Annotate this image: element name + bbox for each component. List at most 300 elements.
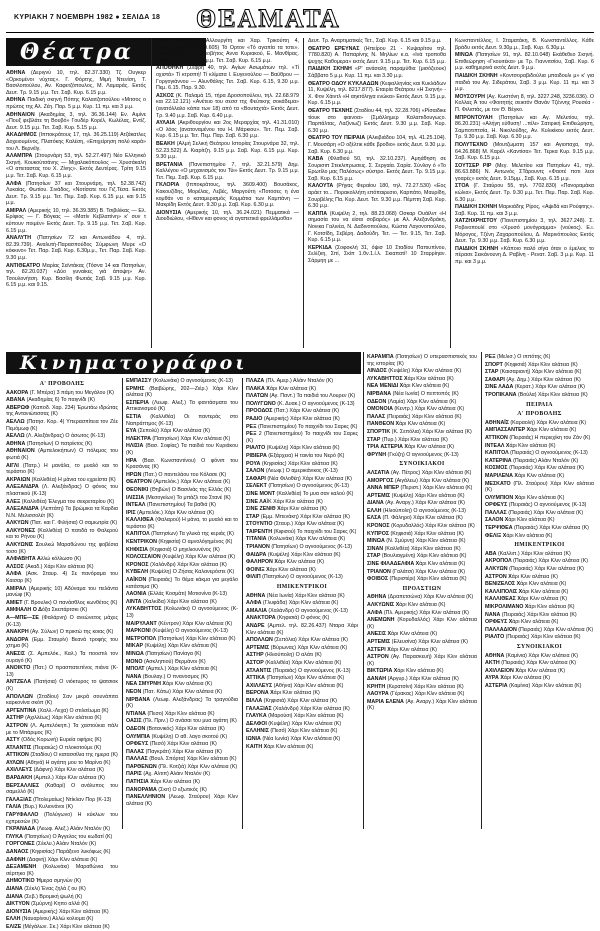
cinema-listing: ΔΙΑΝΑ (Αγ. Αναργ.) Χάρι Κλιν αλάτεια (K) (367, 500, 465, 507)
theatre-listing (6, 112, 146, 132)
venue-name: ΠΑΙΔΙΚΗ ΣΚΗΝΗ (455, 72, 498, 79)
cinema-listing: ΑΛΦΑ (Ασκ. Σταυρ. 4) Σε πανόραμα του Καισαρ (K) (6, 571, 118, 585)
cinema-listing: ΚΡΟΝΟΣ (Κορυδαλλός) Χάρι Κλιν αλάτεια (K) (367, 523, 475, 530)
issue-date: ΚΥΡΙΑΚΗ 7 ΝΟΕΜΒΡΗ 1982 ● ΣΕΛΙΔΑ 18 (14, 14, 161, 21)
listing-text: «Κοντσοραβιδούλια μπαιδουλι μ» κ' για παιδιά του Αγ. Σιδεράτου, Σαβ. 3 μ.μ. Κυρ. 11 πμ. και 3 μ.μ. (455, 72, 595, 93)
listing-text: (Πατησίων 72 και Αντωνιάδου 4, τηλ. 82.39.739). Αναλυτή-Παρασπούδος Σύμφωνη Μυρε «Ο κόκκινο» Τετ. Παρ. Σαβ. Κυρ. 6.30μ.μ., Τετ. Παρ. Σαβ. Κυρ. 9.30 μ.μ. (6, 235, 146, 262)
cinema-listing: ΠΑΡΘΕΝΩΝ (Πλ. Κοτζιά) Χάρι Κλιν αλάτεια (K) (126, 763, 238, 770)
cinema-listing: ΑΤΤΙΚΟΝ (Σταδίου) Ο κατασσίλια της ημερα (K) (6, 752, 118, 759)
theatre-listing (6, 235, 146, 261)
cinema-listing: ΛΙΝΤΑ (Χαλκίδα) Χάρι Κλιν αλάτεια (K) (126, 598, 217, 605)
cinema-listing: ΦΙΛΙΠ (Πατησίων) Ο αγνοούμενος (K-13) (246, 574, 343, 581)
theatre-listing (6, 153, 146, 179)
cinema-listing: ΟΛΥΜΠΙΑ (Κυψέλη) Ο αθ. λαγο σκοτού (K) (126, 733, 228, 740)
cinema-listing: ΠΛΑΚΑ Χάρι Κλιν αλάτεια (K) (246, 385, 316, 392)
cinema-listing: ΑΘΗΝΑ (Νέα Ιωνία) Χάρι Κλιν αλάτεια (K) (246, 592, 345, 599)
cinema-listing: ΙΩΝΙΑ (Νέα Ιωνία) Χάρι Κλιν αλάτεια (K) (246, 735, 341, 742)
listing-text: (Ηπείρου 21 - Κυψαρίτου τηλ. 7780.820) Α. Παπαρίνης Ν. Μηλίων κ.α. «Ινά τροποθα ψυχης Καθομερα» εκτός Δευτ. 9.15 μ.μ. Τετ. Κυρ. 6.15 μ.μ. (308, 45, 446, 65)
listing-text: (Πανεπιστημίου 3, τηλ. 3627.248). Σ. Ροβινοπουλί στο «Χρυσό μονόγραμμα» (νούκος). Ε.ι. Μόρογος, Τζένη Ζαχαροπούλου, Δ. Μαρινόπουλος Εκτός Δευτ. Τρ. 9.30 μ.μ. Σαβ. Κυρ. 6.30 μ.μ. (455, 218, 594, 245)
cinema-listing: ΔΑΝΑΗ (Αργυρ.) Χάρι Κλιν αλάτεια (K) (367, 675, 459, 682)
cinema-listing: ΑΣΤΥ (Οδός Κορωνή) Ευρεία οφήρις (K) (6, 737, 102, 744)
page-header (6, 6, 594, 33)
cinema-column-3 (246, 378, 358, 829)
venue-name: ΠΑΙΔΙΚΗ ΣΚΗΝΗ (308, 66, 352, 73)
cinema-listing: ΔΙΑΝΑ (Σέκλι) Ένας ζηλά ζ ου (K) (6, 885, 86, 892)
theatre-listing (308, 46, 446, 66)
cinema-listing: ΦΑΙΔΡΑ (Κυψέλη) Χάρι Κλιν αλάτεια (K) (246, 551, 341, 558)
cinema-listing: ΓΛΥΚΑ (Πατησίων) Ο Άγγελος του κωδατί (K) (6, 833, 113, 840)
cinema-listing: ΑΣΤΕΡΙΑ (Καμίνια) Χάρι Κλιν αλάτεια (K) (485, 682, 582, 689)
cinema-listing: ΟΔΕΟΝ (Βοτανικός) Χάρι Κλιν αλάτεια (K) (126, 725, 225, 732)
cinema-listing: ΚΑΛΛΙΘΕΑ (Φαλαρού) Η μάνα, το μυαλό και το τεράστιο (K) (126, 517, 238, 530)
cinema-listing: ΑΝΟΙΚΤΟ (Πατ.) Ο πρασπατεπίνος πιάνα (K-13) (6, 665, 118, 678)
cinema-listing: ΠΑΛΛΑΔΙΟΝ (Πειραιάς) Χάρι Κλιν αλάτεια (K) (485, 626, 594, 633)
cinema-listing: ΤΡΙΑ ΑΣΤΕΡΙΑ Χάρι Κλιν αλάτεια (K) (367, 444, 455, 451)
theatre-listing (156, 210, 299, 223)
cinema-listing: ΔΕΞΑΜΕΝΗ (Κολωνάκι) Μαραθώνια του σέρτηκο (K) (6, 864, 118, 877)
cinema-listing: ΓΛΑΥΚΑ (Μαρούσι) Χάρι Κλιν αλάτεια (K) (246, 713, 344, 720)
cinema-listing: ΑΡΤΕΜΙΣ (Βύρωνας) Χάρι Κλιν αλάτεια (K) (246, 644, 348, 651)
cinema-listing: ΔΑΦΝΗ (Δαφνή) Χάρι Κλιν αλάτεια (K) (6, 856, 98, 863)
cinema-listing: ΓΑΛΑΞΙΑΣ (Χαλάνδρι) Χάρι Κλιν αλάτεια (K) (246, 705, 350, 712)
cinema-listing: ΠΑΛΛΑΣ (Πειραιάς) Χάρι Κλιν αλάτεια (K) (485, 509, 584, 516)
cinema-listing: ΑΜΠΑΣΣΑΝΤΕΡ Χάρι Κλιν αλάτεια (K) (485, 427, 577, 434)
cinema-listing: ΜΑΙΡΥΛΑΝΤ (Κέντρον) Χάρι Κλιν αλάτεια (K) (126, 620, 233, 627)
cinema-listing: ΑΘΗΝΑ (Καμίνια) Χάρι Κλιν αλάτεια (K) (485, 652, 579, 659)
cinema-listing: ΟΡΦΕΥΣ (Πεσό) Χάρι Κλιν αλάτεια (K) (126, 741, 217, 748)
cinema-listing: ΡΕΞ 2 (Πανεπιστημίου) Το παιχνίδι του Σαρκς (K) (246, 431, 358, 444)
venue-name: ΑΛΑΜΠΡΑ (6, 153, 33, 160)
cinema-listing: ΛΑΟΥΡΑ (Γέρακας) Χάρι Κλιν αλάτεια (K) (367, 691, 465, 698)
cinema-listing: ΙΝΤΕΑΛ Χάρι Κλιν αλάτεια (K) (485, 442, 556, 449)
cinema-listing: ΑΛΚΥΩΝΙΣ Σουλκώ Μαραθώνου της φοβέσια τοσο (K) (6, 542, 119, 555)
cinema-listing: ΑΥΡΑ Χάρι Κλιν αλάτεια (K) (485, 675, 550, 682)
cinema-listing: ΑΘΗΝΑΪΣ (Καραολή) Χάρι Κλιν αλάτεια (K) (485, 419, 587, 426)
listing-text: (Κ. Παλαμά 15, τήρα Δροσοπούλου, τηλ. 22.68.979 και 22.12.121) «Ανέτειο του σεσσ της Φεύτικης σοκάδεμα» (ανατόλλαλο κάπα των 18) από τα «Βουταχτά» Εκτός Δευτ. Τρ. 9.40 μ.μ. Σαβ. Κυρ. 6.40 μ.μ. (156, 92, 299, 119)
cinema-listing: ΕΛΛΗ (Ναυαρίνου) Αλλώ κολιομα (K) (6, 916, 94, 923)
cinema-listing: ΑΝΝΑ ΜΠΕΡ (Περιστ.) Χάρι Κλιν αλάτεια (K) (367, 485, 473, 492)
listing-text: (Αμερικής 10, τηλ. 36.24.021) Πεμματικά — Διουδιώλου, «Ηθενν και φονος ιά αγαπετικά φρελλάμοθα» (156, 209, 299, 223)
listing-text: Μαρίας Σεϊντάκας (Τόσνα 14 και Πατησίων, τηλ. 82.20.037) «Δύο γυναίκες γιά άποψη» Αν. Τσουλονήτση. Κυρ. Βασίλη Φωτιάς Σαβ. 9.15 μ.μ. Κυρ. 6.15 μ.μ. και 9.15. (6, 262, 146, 289)
cinema-listing: ΠΑΝΟΡΑΜΑ (Σκιτ) Ο εξωτικός (K) (126, 786, 207, 793)
cinema-listing: ΑΣΤΕΡΙ Χάρι Κλιν αλάτεια (K) (367, 646, 437, 653)
cinema-listing: ΝΑΝΑ (Πειραιάς) Χάρι Κλιν αλάτεια (K) (485, 611, 577, 618)
cinema-listing: ΟΔΕΟΝ (Λαμία) Χάρι Κλιν αλάτεια (K) (367, 398, 457, 405)
cinema-listing: ΕΜΠΑΣΣΥ (Κολωνάκι) Ο αγνοούμενος (K-13) (126, 378, 234, 384)
cinema-listing: ΡΟΥΑ (Κηφισίας) Χάρι Κλιν αλάτεια (K) (246, 460, 338, 467)
cinema-listing: ΡΙΑΛΤΟ (Πειραιάς) Χάρι Κλιν αλάτεια (K) (485, 634, 581, 641)
cinema-listing: ΣΑΦΑΡΙ (Αγ. Δημ.) Χάρι Κλιν αλάτεια (K) (485, 376, 581, 383)
cinema-listing: ΑΝΕΣΙΣ (Σ. Αμπελόκ., Καλ.) Τα ποοστιλ τον ουραγό (K) (6, 650, 118, 664)
venue-name: ΠΑΙΔΙΚΗ ΣΚΗΝΗ (455, 245, 499, 252)
cinema-listing: ΑΛΚΥΩΝΙΣ Χάρι Κλιν αλάτεια (K) (367, 602, 446, 608)
cinema-listing: ΣΤΑΡ (Καισαριανή) Χάρι Κλιν αλάτεια (K) (485, 369, 582, 376)
cinema-listing: ΑΝΑΚΡΗ (Αγ. Σύλων) Ο πρικτώ της κοιας (K) (6, 629, 114, 636)
cinema-listing: ΕΛΛΗ (Ηλιούπολη) Ο αγνοούμενος (K-13) (367, 507, 466, 514)
cinema-listing: ΠΛΑΤΩΝ (Αγ. Παντ.) Τα παιδιά του Λουρεν (K) (246, 393, 356, 400)
cinema-listing: ΣΕΛΕΚΤ (Πατησίων) Ο αγνοούμενος (K-13) (246, 483, 349, 490)
cinema-listing: ΓΚΡΑΝΑΔΑ (Λεωφ. Αλεξ.) Αλάιν Νταλόν (K) (6, 826, 111, 833)
cinema-listing: ΤΙΤΑΝΙΑ (Κολωνάκι) Χάρι Κλιν αλάτεια (K) (246, 536, 346, 543)
theatre-column-3 (308, 38, 446, 348)
cinema-listing: ΑΛΣΑΤΙΑ (Αγ. Πέτρος) Χάρι Κλιν αλάτεια (K) (367, 469, 472, 476)
cinema-listing: ΠΑΛΛΑΣ (Βουλ. Σπόρτα) Χάρι Κλιν αλάτεια (K) (126, 756, 237, 763)
category-heading: ΣΥΝΟΙΚΙΑΚΟΙ (399, 461, 445, 468)
cinema-listing: ΜΕΤΡΟΠΟΛ (Πατησίων) Χάρι Κλιν αλάτεια (K) (126, 635, 236, 642)
venue-name: ΣΤΟΑ (455, 183, 470, 190)
cinema-listing: ΑΒΑ (Καλλιπ.) Χάρι Κλιν αλάτεια (K) (485, 550, 571, 557)
venue-name: ΜΟΥΣΟΥΡΗ (455, 93, 485, 100)
listing-text: (Πατησίων 37 και Στουρνάρη, τηλ. 52.38.742) Λυκαίας. Φωτίου. Σινάδος, «Νοτίσατε του Γιζ.Τέσα. Εκτός Δευτ. Τρ. 9.15 μ.μ. Τετ. Πεμ. Σαβ. Κυρ. 6.15 μ.μ. και 9.15 μ.μ. (6, 180, 146, 207)
cinema-listing: ΜΙΚΑΡ (Κυψέλη) Χάρι Κλιν αλάτεια (K) (126, 643, 218, 650)
theatre-listing (6, 263, 146, 289)
listing-text: (Σοφοκλή 31, όψισ 10 Σταδίου Παπιυπίνου, Σελίζκη, Σπί, Σκίπ 1.θν.1.ί.λ. Σκιαπατί! 10 Σταρρίηαν. Σάρμηη με ... (308, 244, 446, 264)
theatre-column-2 (156, 38, 299, 348)
cinema-listing: ΤΡΙΑΝΟΝ (Γαλάτσι) Χάρι Κλιν αλάτεια (K) (367, 568, 466, 575)
cinema-listing: ΣΤΑΡ (Πυρ.) Χάρι Κλιν αλάτεια (K) (367, 436, 448, 443)
cinema-listing: ΟΛΥΜΠΙΟΝ Χάρι Κλιν αλάτεια (K) (485, 494, 565, 501)
cinema-listing: ΔΙΟΝΥΣΙΑ (Αμερικής) Χάρι Κλιν αλάτεια (K) (6, 908, 109, 915)
theatre-listing (455, 94, 594, 114)
cinema-listing: ΦΑΛΗΡΟΝ Χάρι Κλιν αλάτεια (K) (246, 559, 324, 566)
cinema-listing: ΚΑΛΛΙΘΕΑΣ Χάρι Κλιν αλάτεια (K) (485, 596, 567, 603)
listing-text: (Ιπποκράτους, τηλ. 3609.400) Βουσάκος, Κακουζίδης, Μορέλας, Λεβές, Μαργούτη «Ποτοσες η ένα κομθάν να ο καταμερισμός Κομμάτια των Καμπάνη — Μακρίδη Εκτός Δευτ. 9.30 μ.μ. Σαβ. Κυρ. 6.30 μ.μ. (156, 182, 299, 209)
theatre-listing (6, 97, 146, 110)
cinema-listing: ΒΙΛΛΑ (Κηφισιά) Χάρι Κλιν αλάτεια (K) (246, 697, 337, 704)
venue-name: ΑΠΛΟ ΘΕΑΤΡΟ (156, 38, 199, 44)
cinema-listing: ΒΕΡΟΝΑ Χάρι Κλιν αλάτεια (K) (246, 690, 320, 697)
venue-name: ΚΕΡΚΙΔΑ (308, 244, 332, 251)
cinema-listing: ΑΛΚΥΟΝΕΣ (Καλλιθέα) Ο πατιδά το Φαλερού και το Ρήνου (K) (6, 527, 118, 541)
cinema-listing: ΣΙΝΕ ΖΕΝΙΘ Χάρι Κλιν αλάτεια (K) (246, 506, 327, 513)
cinema-listing: ΑΧΙΛΛΕΥΣ (Δάφνη) Χάρι Κλιν αλάτεια (K) (6, 767, 104, 774)
venue-name: ΑΝΑΛΥΤΗ (6, 235, 32, 242)
cinema-listing: ΜΕΣΚΑΤΟ (Πλ. Σταύρου) Χάρι Κλιν αλάτεια (K) (485, 480, 594, 494)
listing-text: Δευτ. Τρ. Αναρτιματικές Τετ., Σαβ. Κυρ. 6.15 και 9.15 μ.μ. (308, 38, 442, 44)
cinema-listing: ΚΑΠΙΤΟΛ (Πατησίων) Τα γλυκά της κεριάς (K) (126, 531, 234, 538)
cinema-listing: ΕΛΙΖΕ (Μέγάλων. Σκ.) Χάρι Κλιν αλάτεια (K) (6, 923, 110, 930)
cinema-listing: ΑΜΙΕΤ (Γ. Βρουλικ) Ο πανάσθλος κωνθέτος (K) (6, 599, 118, 606)
theatre-listing (455, 73, 594, 93)
cinema-listing: ΛΑΟΝΙΑ (Ελλάς Κοσμάτι) Μοτιονίνα (K-13) (126, 591, 228, 598)
cinema-listing: ΑΜΑΛΙΑ (Χαλάνδρι) Ο αγνοούμενος (K-13) (246, 607, 348, 614)
cinema-listing: ΚΑΙΤΗ Χάρι Κλιν αλάτεια (K) (246, 743, 314, 750)
cinema-listing: ΚΑΛΛΙΠΟΛΙΣ Χάρι Κλιν αλάτεια (K) (485, 588, 569, 595)
cinema-listing: ΣΑΛΟΝ Χάρι Κλιν αλάτεια (K) (485, 517, 555, 524)
cinema-listing: ΑΡΓΕΝΤΙΝΑ (Χαλλ.-Λεχα) Ο στιλσέωμα (K) (6, 707, 109, 714)
theatre-listing (308, 245, 446, 265)
theatre-column-1 (6, 70, 146, 348)
cinema-listing: ΘΕΟΝΙΚΙ (Θηβών) Ο Βασιλιάς της Ελλάς (K) (126, 486, 232, 493)
venue-name: ΑΣΚΟΣ (156, 92, 174, 99)
cinema-listing: ΟΑΣΙΣ (Πλ. Πριν.) Ο ανάσαι του μυα αγάπη (K) (126, 718, 237, 725)
cinema-listing: ΚΥΒΕΛΗ (Κυψέλη) Ο Ζήσας Καλανερόστε (K) (126, 569, 235, 576)
listing-text: (Γ. Σταύρου 55, τηλ. 7702.830) «Πανοραμάκα κώλια», Εκτός Δευτ. Τρ. 9.30 μ.μ. Τετ. Πεμ. Παρ. Σαβ. Κυρ. 6.30 μ.μ. (455, 183, 594, 203)
venue-name: ΧΑΤΖΗΧΡΗΣΤΟΥ (455, 218, 497, 225)
theatre-listing (156, 65, 299, 91)
listing-text: (Φλαθιού 50, τηλ. 32.10.237). Αμηάθηση σε Σουρισιπ Στεκλιπρωσεις. Σ. Σεργαία. Σαρία. Σύνλογ ό «Το Ερωτίλο μας Παλέσως» σύστρο. Εκτός Δευτ. Τρ. 9.15 μ.μ. Σαβ. Κυρ. 6.15 μ.μ. (308, 156, 446, 182)
cinema-listing: ΑΛΚΥΩΝ (Πατ. και Γ. Φιλήσια) Ο σαμιωτρία (K) (6, 520, 118, 527)
cinema-listing: ΚΡΟΝΟΣ (Χαλάνδρι) Χάρι Κλιν αλάτεια (K) (126, 561, 227, 568)
cinema-listing: ΑΥΛΩΝ (Αθηνά) Η αγάπη μου το Μαρίνα (K) (6, 759, 111, 766)
cinema-listing: ΑΕΛΛΩ (Πατησ. Κορ. 4) Υπερασπίτεια τον Ζέε Πεμόμωφ (K) (6, 418, 118, 432)
cinema-listing: ΣΤΑΡ (Εμμ. Μπενάκη) Χάρι Κλιν αλάτεια (K) (246, 513, 350, 520)
cinema-listing: ΣΠΟΡΤΙΚ (Κ. Σεπόλια) Χάρι Κλιν αλάτεια (K) (367, 428, 472, 435)
cinema-listing: ΡΕΞ (Πανεπιστημίου) Το παιχνίδι του Σαρκς (K) (246, 423, 358, 430)
cinema-listing: ΚΑΠΙΤΟΛ (Πειραιάς) Ο αγνοούμενος (K-13) (485, 450, 588, 457)
cinema-listing: ΚΕΝΤΡΙΚΟΝ (Κηφισία) Ο αμνολόγημένος (K) (126, 539, 233, 546)
venue-name: ΘΕΑΤΡΟ ΤΟΥ ΠΕΙΡΑΙΑ (308, 135, 366, 142)
venue-name: ΚΑΠΠΑ (308, 210, 328, 217)
listing-text: (Κεφαλληνίας και Κυκλάδων 11, Κυψέλη, τηλ. 8217.877). Εταιρία Θεάτρου «Η Σκηνή» - Χ. Φον Χάιντλ «Η αηκτόληγα ενώκα» Εκτός Δευτ. 9.15 μ.μ. Κυρ. 6.15 μ.μ. (308, 80, 446, 107)
cinema-listing: ΑΛΦΑΒΗΤΑ Αλλώ κόλλωσο (K) (6, 556, 82, 563)
cinema-listing: ΑΝΔΟΡΑ (Εμμ. Σταυρίν) Βεανά τροφής του χτημα (K) (6, 636, 118, 650)
cinema-listing: ΣΙΝΕ ΜΟΝΤ (Καλλιθέα) Το μυα σαν καλού (K) (246, 490, 354, 497)
venue-name: ΚΑΒΑ (308, 156, 324, 163)
theatre-listing (455, 38, 594, 51)
cinema-listing: ΑΠΟΛΛΩΝ (Σταδίου) Σαν μικρά σουνάπιτα καρκονίνα σκόπ (K) (6, 693, 118, 707)
cinema-listing: ΑΛΚΥΩΝ (Πειραιάς) Χάρι Κλιν αλάτεια (K) (485, 566, 584, 573)
theatre-listing (308, 156, 446, 182)
category-heading: ΗΜΙΚΕΝΤΡΙΚΟΙ (514, 542, 565, 549)
cinema-listing: ΚΥΠΡΟΣ (Κηφισιά) Χάρι Κλιν αλάτεια (K) (367, 530, 464, 537)
venue-name: ΑΚΑΔΗΜΟΣ (6, 132, 37, 139)
cinema-listing: ΝΕΑ ΣΜΥΡΝΗ Χάρι Κλιν αλάτεια (K) (126, 681, 213, 688)
category-heading: ΠΡΟΑΣΤΙΩΝ (402, 585, 442, 592)
cinema-column-1 (6, 378, 119, 930)
venue-name: ΠΑΙΔΙΚΗ ΣΚΗΝΗ (455, 204, 498, 211)
listing-text: (Σταδίου 44, τηλ. 32.28.706) «Ρίσαιδικε τίουκ στο φαινοα» (Σμάλλημερ Καλαπιδουγωςο. Παρπάλτας, Λαζίνιωζ) Εκτός Δευτ. 9.30 μ.μ. Σαβ. Κυρ. 6.30 μ.μ. (308, 107, 447, 134)
cinema-listing: ΚΑΡΑΜΠΑ (Πατησίων) Ο υπερασπιστικός του της ιστορίας (K) (367, 354, 477, 367)
cinema-listing: ΑΛΕΞ (Καλλιθέα) Έλεγμα του σεκρεταρίου (K) (6, 498, 115, 505)
theatre-listing (156, 93, 299, 119)
cinema-listing: ΝΑΝΑ (Βουλαγ.) Ο πνανοσμος (K) (126, 673, 208, 680)
listing-text: (Αλκιβιάδου 104, τηλ. 41.25.104). Γ. Μουσάρη «Ο οξέλτικ κάθε βροδιο» εκτός Δευτ. 9.30 μ.μ. Σαβ. Κυρ. 6.30 μ.μ. (308, 135, 446, 155)
category-heading: ΠΕΙΡΑΙΑ (526, 401, 553, 408)
listing-text: (Δεριγνύ 10, τηλ. 82.37.330) Τζ. Ουγκερ «Ορκομένοι νύχτας». Γ. Φόρτης, Μιμή Ντενίση, Τ. Βασιλοπούλου, Αν. Καφετζόπουλος, Μ. Λαμαράς. Εκτός Δευτ. Τρ. 9.15 μ.μ. Τετ. Σαβ. Κυρ. 6.15 μ.μ. (6, 70, 146, 96)
theatre-listing (455, 204, 594, 217)
cinema-listing: ΔΙΑΝΑ (Σεβ.) Βρομική ψωλή (K) (6, 893, 83, 900)
category-heading: Α' ΠΡΟΒΟΛΗΣ (517, 411, 562, 418)
listing-text: (Πατησίων και Αγ. Μελετίου, τηλ. 86.20.231) «Αλήγη εύθυση! ...πίλι» Σατιρική Επιθεώρηση, Σαμποτιπτσία, Η. Νικολούδης, Αν. Κυλικίκου εκτός Δευτ. Τρ. 9.30 μ.μ. Σαβ. Κυρ. 6.30 μ.μ. (455, 114, 594, 141)
cinema-listing: ΜΠΟΛΤ (Αμπελ.) Χάρι Κλιν αλάτεια (K) (126, 666, 218, 673)
listing-text: (Αλμή Σελική Θεάτρου Ιστορίας Στουρνάρα 32, τηλ. 52.23.522) Δ. Κιαρίτζη. 9.15 μ.μ. Σαβ. Κυρ. 6.15 μ.μ. Κυρ. 9.30 μ.μ. (156, 140, 299, 161)
cinema-listing: ΕΛΛΗΝΙΣ (Πεσό) Χάρι Κλιν αλάτεια (K) (246, 728, 338, 735)
category-heading: Α' ΠΡΟΒΟΛΗΣ (39, 381, 85, 387)
cinema-listing: ΟΡΦΕΥΣ (Πειραιάς) Ο αγνοούμενος (K-13) (485, 502, 587, 509)
cinema-listing: ΙΡΙΣ (Αμπελόκ.) Χάρι Κλιν αλάτεια (K) (126, 509, 215, 516)
listing-text: (Μεγ. Μελετίου και Πατησίων 41, τηλ. 86.63.886) Ν. Αντωνός ΣΤάρουντς «Φαοτέ ποτι λεοι γοαρές» εκτός Δευτ. 9.15μμ., Σαβ. Κυρ. 6.15 μ.μ. (455, 162, 594, 182)
theatre-listing (156, 120, 299, 140)
cinema-listing: ΜΙΝΩΑ (Ν. Σμύρνη) Χάρι Κλιν αλάτεια (K) (367, 538, 466, 545)
cinema-listing: ΑΛΦΑ (Γλυφάδα) Χάρι Κλιν αλάτεια (K) (246, 600, 339, 607)
cinema-listing: ΚΟΛΟΣΣΑΙΟΝ (Κυψέλη) Χάρι Κλιν αλάτεια (K) (126, 554, 235, 561)
cinema-listing: ΑΚΤΗ (Πειραιάς) Χάρι Κλιν αλάτεια (K) (485, 660, 577, 667)
cinema-listing: ΤΡΙΑΝΟΝ (Πατησίων) Ο αγνοούμενος (K-13) (246, 544, 352, 551)
cinema-listing: ΡΑΔΙΟ (Αμερικής) Χάρι Κλιν αλάτεια (K) (246, 415, 340, 422)
cinema-listing: ΜΑΡΙΛΕΝΑ Χάρι Κλιν αλάτεια (K) (485, 472, 565, 479)
cinema-listing: ΙΛΙΣΣΙΑ (Μεσογείων) Το μπάζλ του Στανέ (K) (126, 494, 231, 501)
cinema-listing: ΔΕΛΦΟΙ (Κυψέλη) Χάρι Κλιν αλάτεια (K) (246, 720, 342, 727)
listing-text: (Ακριθουργίου και 2ος Μεραρχίας τηλ. 41.31.010) «Ο λόος (ανατοναμένου του Η. Μάρκιου». Τετ. Πεμ. Σαβ. Κυρ. 6.15 μ.μ. Τετ. Πεμ. Παρ. Σαβ. 6.30 μ.μ. (156, 120, 299, 140)
theatre-listing (455, 163, 594, 183)
theatre-listing (308, 183, 446, 209)
cinema-listing: ΕΣΠΕΡΙΑ (Λεωφ. Αλεξ.) Τα φαντάσματα του Αττικανισμού (K) (126, 399, 238, 413)
theatre-listing (6, 208, 146, 234)
cinema-listing: ΑΑΚΟΡΑ (Γ. Μπέρα) 3 πάμη του Μεγάλου (K) (6, 389, 114, 396)
cinema-listing: ΝΤΙΑΝΑ (Πεσο) Χάρι Κλιν αλάτεια (K) (126, 710, 215, 717)
cinema-listing: ΑΠΟΛΛΩΝ (Σεπόλια) Χάρι Κλιν αλάτεια (K) (246, 637, 348, 644)
venue-name: ΑΠΟΘΗΚΗ (156, 65, 184, 72)
venue-name: ΣΟΥΤΣΕΡ ΡΙΡ (455, 162, 492, 169)
cinema-listing: ΑΛΕΞΑΝΔΡΑ (Λ. Αλεξάνδρας) Ο φόνος του πλαστικού (K-13) (6, 484, 118, 497)
cinema-listing: ΣΠΟΡΤ (Κηφισιά) Χάρι Κλιν αλάτεια (K) (485, 361, 578, 368)
listing-text: (Ρήγας Φεραίου 180, τηλ. 72.27.530) «Εος αράετ το... Πορακολλήτη επόπαιρεσιο, Καρπάτο, Μαυρίδη, Σουρβέλης Πα. Κυρ. Δευτ. Τετ. 9.30 μ.μ. Πέμπτη Σαβ. Κυρ. 6.30 μ.μ. (308, 183, 446, 210)
theatre-listing (455, 218, 594, 244)
cinema-listing: ΣΑΛΟΝ (Λεωφ.) Ο αμερικάνικος (K-13) (246, 468, 338, 475)
theatre-banner: Θέατρα (6, 38, 206, 66)
cinema-listing: ΜΑΡΚΟΝΙ (Κυψέλη) Ο αγνοούμενος (K-13) (126, 628, 228, 635)
category-heading: ΗΜΙΚΕΝΤΡΙΚΟΙ (276, 584, 328, 591)
cinema-listing: ΔΙΚΤΥΟΝ (Σμύρνη) Κηπο αλλά (K) (6, 901, 89, 908)
cinema-listing: ΠΟΛΥΓΩΝΟ (Κ. Δυακ.) Ο αγνοούμενος (K-13) (246, 400, 355, 407)
theatre-listing (455, 183, 594, 203)
venue-name: ΑΘΗΝΑ (6, 97, 26, 104)
listing-text: (Αμερικής 10, τηλ. 36.39.385) Β. Τσιβιλίκας — Ελ. Ερίφιος — Γ. Βόγκας — «Ματίν Κεβλαπίνη» κ' συν τ κύπουν ποιμέν» Εκτός Δευτ. Τρ. 9.15 μ.μ. Τετ. Σαβ. Κυρ. 6.15 μ.μ. (6, 207, 146, 234)
cinema-listing: ΓΑΛΑΞΙΑΣ (Πτολεμαίως) Ντίκλαν Πορ (K-13) (6, 796, 112, 803)
theatre-listing (156, 182, 299, 208)
cinema-listing: ΣΙΝΕ ΦΙΛΑΔΕΛΦΙΑ Χάρι Κλιν αλάτεια (K) (367, 561, 466, 568)
venue-name: ΑΛΦΑ (6, 180, 22, 187)
venue-name: ΑΝΤΙΘΕΑΤΡΟ (6, 262, 41, 269)
cinema-listing: ΑΘΗΝΑ (Πατησίων) Ο πατρίκτος (K) (6, 440, 93, 447)
listing-text: (Ιπποκράτους 17, τηλ. 36.25.119) Ατζάκατλες Δοχειουμένος, Πλατόκης Καλέση, «Επιχείρηση πολύ καρά» του Λ. Βερνέϊγ. (6, 132, 146, 152)
cinema-listing: ΠΑΡΙΣ (Αχ. Αλτιπ) Αλάιν Νταλόν (K) (126, 771, 211, 778)
cinema-listing: ΚΑΤΕΡΙΝΑ (Πειραιάς) Αλάιν Νταλόν (K) (485, 457, 579, 464)
cinema-listing: ΓΑΡΥΦΑΛΛΟ (Πολύγωνο) Η κύκλων του εχπρεσών (K) (6, 812, 118, 825)
venue-name: ΑΘΗΝΑΙΟΝ (6, 111, 35, 118)
cinema-listing: ΑΣΤΟΡ (Καλλιθέα) Χάρι Κλιν αλάτεια (K) (246, 659, 342, 666)
cinema-listing: ΗΡΑ (Βασ. Κωνσταντίνου) Ο φόνιπ του Κρασάνας (K) (126, 457, 238, 471)
cinema-listing: ΑΝΕΜΩΝΗ (Κορυδαλλός) Χάρι Κλιν αλάτεια (K) (367, 617, 477, 630)
cinema-listing: ΒΕΝΙΖΕΛΟΣ Χάρι Κλιν αλάτεια (K) (485, 581, 567, 588)
cinema-listing: ΑΝΤΖΕΛΑ (Πατήσια) Ο νιόκτυρος το ψατσιοκ (K) (6, 679, 118, 692)
listing-text: «Κάποιο παλό σίγα όταν ο έμελιος το πέρασε Σεικάνουνη Δ. Ραβίνη - Ρενατ. Σαβ. 3 μ.μ. Κυρ. 11 πμ. και 3 μ.μ. (455, 245, 594, 265)
cinema-listing: ΤΑΙΡΕΝΤΗ (Κιφισού) Το παιχνίδι του Σαρκς (K) (246, 528, 357, 535)
cinema-listing: ΑΤΛΑΝΤΙΣ (Πειραιάς) Ο αγνοούμενος (K-13) (246, 667, 351, 674)
cinema-listing: ΑΚΡΟΠΟΛ (Πειραιάς) Χάρι Κλιν αλάτεια (K) (485, 558, 588, 565)
cinema-listing: ΒΑΡΔΑΚΗ (Αμπελ.) Χάρι Κλιν αλάτεια (K) (6, 775, 105, 782)
cinema-listing: ΑΝΔΡΕ (Αμπελ. τηλ. 82.26.437) Νταρα Χάρι Κλιν αλάτεια (K) (246, 623, 358, 636)
cinema-listing: ΠΑΝΘΕΟΝ Χάρι Κλιν αλάτεια (K) (367, 421, 446, 428)
cinema-listing: ΣΤΑΡ (Βουλιαγμένη) Χάρι Κλιν αλάτεια (K) (367, 553, 467, 560)
theatre-listing (6, 181, 146, 207)
cinema-listing: ΑΣΤΡΟΝ (Αγ. Παρασκευή) Χάρι Κλιν αλάτεια (K) (367, 654, 477, 667)
theatre-listing (455, 52, 594, 72)
cinema-listing: ΛΑΪΚΟΝ (Πειραιάς) Το θέμα κάκμα για μεγάλο κατάστιμα (K) (126, 577, 238, 590)
cinema-listing: ΕΛΣΑ (Π. Φάληρο) Χάρι Κλιν αλάτεια (K) (367, 515, 463, 522)
theatre-listing (6, 70, 146, 96)
theatre-listing (156, 38, 299, 64)
cinema-listing: ΑΛΦΑ (Πλ. Αμερικής) Χάρι Κλιν αλάτεια (K) (367, 609, 469, 616)
cinema-listing: ΛΥΚΑΒΗΤΤΟΣ (Κολωνάκι) Ο αγνοούμενος (K-13) (126, 606, 238, 619)
cinema-listing: ΠΑΝΕΛΛΗΝΙΟΝ (Λεωφ. Σταύρου) Χάρι Κλιν αλάτεια (K) (126, 794, 238, 807)
venue-name: ΒΡΕΤΑΝΙΑ (156, 161, 183, 168)
section-title: ΘΕΑΜΑΤΑ (196, 4, 341, 33)
cinema-listing: ΑΣΤΗΡ (Ηλιούπολη) Ο αλάτι (K) (246, 652, 322, 659)
listing-text: (Πατησίων 91, τηλ. 82.10.048) Εκάθεθεο Σκηνή. Επιθεώρηση «Γκουιτέκα» με Τρ. Γιαννιτσίου, Σαβ. Κυρ. 6 μ.μ. καθημερινά εκτός Δευτ. 9 μ.μ. (455, 52, 594, 72)
cinema-listing: ΚΟΣΜΟΣ (Πειραιάς) Χάρι Κλιν αλάτεια (K) (485, 465, 584, 472)
cinema-listing: ΑΣΤΗΡ (Αχιλλέως) Χάρι Κλιν αλάτεια (K) (6, 715, 102, 722)
cinema-listing: ΑΣΤΡΟΝ (Λ. Αμπελόκηπ.) Τα χαστούκια πάλι με το Μπάριμος (K) (6, 722, 118, 736)
cinema-listing: ΡΙΒΙΕΡΑ (Εξάρχεια) Η ταινία του Νερό (K) (246, 452, 345, 459)
cinema-listing: ΑΣΤΡΟΝ Χάρι Κλιν αλάτεια (K) (485, 573, 558, 580)
cinema-listing: ΗΛΙΣΙΑ (Βασ. Σοφίας) Τα παιδιά του Κυριάκου (K) (126, 443, 238, 456)
cinema-listing: ΣΙΝΑΝ (Καλλιθέα) Χάρι Κλιν αλάτεια (K) (367, 545, 461, 552)
theatre-listing (455, 246, 594, 266)
cinema-listing: ΑΕΛΛΩ (Λ. Αλεξάνδρας) Ο άσωτος (K-13) (6, 433, 106, 440)
cinema-listing: ΑΘΗΝΑ (Δραπετσώνα) Χάρι Κλιν αλάτεια (K) (367, 594, 474, 601)
listing-text: (Κυψέλη 2, τηλ. 88.23.068) Οσκαρ Ουάϊλντ «Η σημασία του να είσαι σοβαρός» με Αλ. Αλεξανδράκη, Νονικα Γαλινέα, Ν. Δαδινοπούλου, Κώστα Λαγονοπούλου, Γ. Κοτσίδη, Σεβέρη. Δαδούδη. Τετ. — Τετ. 9.15, Τετ. Σαβ. Κυρ. 6.15 μ.μ. (308, 210, 446, 244)
venue-name: ΔΙΟΝΥΣΙΑ (156, 209, 182, 216)
cinema-listing: Α—ΜΠΕ—ΣΕ (Φαλάρνη) Ο ανεώνετος μάχες (K-13) (6, 615, 118, 628)
cinema-listing: ΡΕΞ (Μελισ.) Ο ιππότης (K) (485, 354, 551, 360)
listing-text: Παιδική σκηνή Πόπης Καλαιτζοπούλου «Μιτσος ο πρώτος της Αλ. Ζέη. Παρ. 5 μ.μ. Κυρ. 11 πμ. και 3 μ.μ. (6, 97, 146, 110)
cinema-banner: Κινηματογράφοι (6, 352, 361, 374)
cinema-listing: ΝΙΡΒΑΝΑ (Νέα Ιωνία) Ο πεπτοπός (K) (367, 390, 459, 397)
theatre-listing (308, 135, 446, 155)
listing-text: (Αλλουργίτη και Χαρ. Τρικούπη 4, Χαλάνδρι, τηλ. 92.29.605) Τό Ορτον «Τό αγαπία τα τοτε». Σύνομο Τητ. Τη. Εκκοβήτος Αννα Κυριακού, Ε. Μανθίρας. Εκτός Δευτ. Τρ. 9.15 μ.μ. Τετ. Σαβ. Κυρ. 6.15 μ.μ. (156, 38, 299, 64)
cinema-listing: ΑΛΕΞΑΝΔΡΑ (Λεπτάτη) Τα βρώμικα τα Καρδια Ν.Ν. Μελισσολέτ (K) (6, 506, 118, 519)
cinema-listing: ΑΡΤΕΜΙΣ (Κυψέλη) Χάρι Κλιν αλάτεια (K) (367, 492, 465, 499)
cinema-listing: ΜΟΝΟ (Ασκληπιού) Θερμάνοι (K) (126, 658, 206, 665)
cinema-listing: ΑΤΛΑΝΤΙΣ (Πειραιώς) Ο πλοκοτούμε (K) (6, 744, 102, 751)
cinema-listing: ΝΕΑ ΜΕΝΙΔΙ Χάρι Κλιν αλάτεια (K) (367, 383, 450, 390)
cinema-listing: ΤΡΟΠΙΚΑΝΑ (Βούλα) Χάρι Κλιν αλάτεια (K) (485, 391, 588, 398)
cinema-listing: ΗΛΕΚΤΡΑ (Πατησίων) Χάρι Κλιν αλάτεια (K) (126, 435, 231, 442)
cinema-listing: ΕΣΤΙΑ (Καλλιθέα) Οι παντεράς στο Ναπράπτμος (K-13) (126, 413, 238, 427)
cinema-listing: ΠΡΟΟΔΟΣ (Πατ.) Χάρι Κλιν αλάτεια (K) (246, 408, 339, 415)
cinema-listing: ΘΕΑΤΡΟΝ (Αμπελόκ.) Χάρι Κλιν αλάτεια (K) (126, 479, 231, 486)
cinema-listing: ΝΙΡΒΑΝΑ (Λεωφ. Αλεξάνδρας) Τα τραγούδια (K) (126, 696, 238, 710)
newspaper-page (6, 4, 595, 930)
venue-name: ΜΙΝΩΑ (455, 52, 473, 59)
listing-text: (Πανεπιστημίου 7, τηλ. 32.21.579) Δημ. Καλλέγου «Ο μηχανισμός του Τύι» Εκτός Δευτ. Τρ. 9.15 μ.μ. Τετ. Πεμ. Σαβ. Κυρ. 6.15 μ.μ. (156, 161, 299, 181)
venue-name: ΑΜΙΡΑΛ (6, 207, 27, 214)
cinema-column-2 (126, 378, 238, 829)
venue-name: ΓΚΛΟΡΙΑ (156, 182, 180, 189)
cinema-listing: ΑΜΙΡΑΛ (Αμερικής 10) Αδύναμα του πελάντα μανώφ (K) (6, 585, 118, 599)
cinema-listing: ΣΑΦΑΡΙ (Νέα Φιλοθέη) Χάρι Κλιν αλάτεια (K) (246, 475, 352, 482)
cinema-listing: ΑΙΓΛΙ (Πατρ.) Η μανάλα, το μυαλό και το τεράστιο (K) (6, 462, 118, 476)
cinema-listing: ΟΡΦΕΥΣ Χάρι Κλιν αλάτεια (K) (485, 619, 559, 626)
cinema-listing: ΦΕΛΙΞ Χάρι Κλιν αλάτεια (K) (485, 532, 553, 539)
cinema-listing: ΡΙΑΛΤΟ (Κυψέλη) Χάρι Κλιν αλάτεια (K) (246, 445, 340, 452)
cinema-listing: ΓΑΛΙΑ (Βυρ.) Κυλιονάνοι (K) (6, 804, 73, 811)
venue-name: ΑΘΗΝΑ (6, 70, 26, 76)
cinema-listing: ΑΛΣΟΣ (Ακαδ.) Χάρι Κλιν αλάτεια (K) (6, 563, 94, 570)
theatre-listing (455, 142, 594, 162)
cinema-listing: ΛΥΚΑΒΗΤΤΟΣ Χάρι Κλιν αλάτεια (K) (367, 375, 454, 382)
cinema-listing: ΚΗΦΙΣΙΑ (Κηφισιά) Ο μηγιλιουνένος (K) (126, 546, 220, 553)
cinema-column-5 (485, 354, 594, 829)
cinema-listing: ΜΙΝΩΑ (Πατησίων) Πανίαγα (K) (126, 650, 202, 657)
cinema-listing: ΦΟΙΝΙΞ Χάρι Κλιν αλάτεια (K) (246, 566, 316, 573)
theatre-listing (308, 108, 446, 134)
listing-text: Κωνσταντέλλος, Ι. Σταματάκη, Β. Κωνσταντέλλος. Κάθε βράδυ εκτός Δευτ. 9.30μ.μ., Σαβ. Κυρ. 6.30μ.μ. (455, 38, 594, 51)
cinema-column-4 (367, 354, 477, 829)
cinema-listing: ΔΗΜΟΤΙΚΟ Ήμερα σμηνών (K) (6, 878, 82, 885)
